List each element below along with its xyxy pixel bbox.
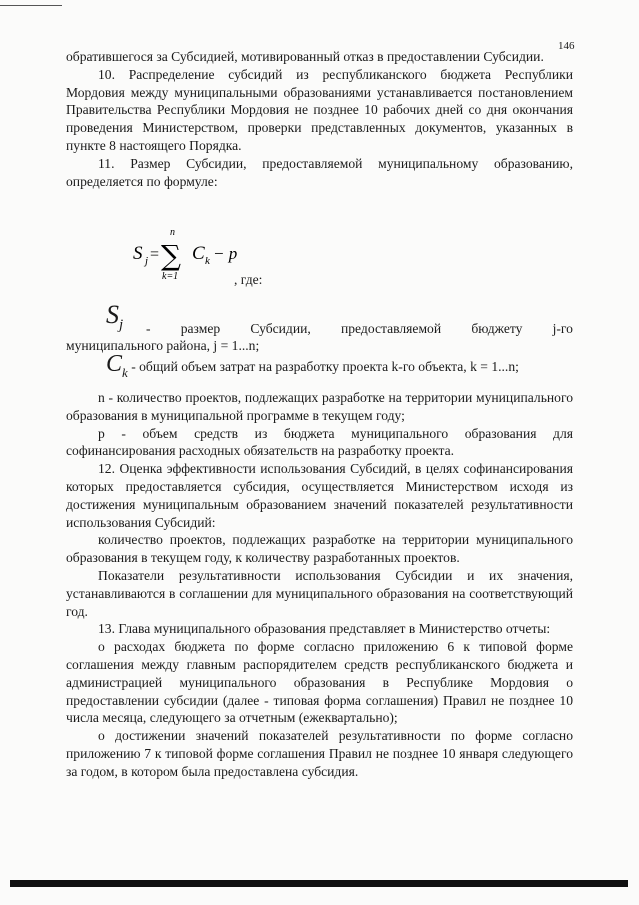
paragraph-12-indicators-values: Показатели результативности использования Субсидии и их значения, устанавливаются в соглашении для муниципального образования на соответствующий год. bbox=[66, 567, 573, 619]
formula-term: C bbox=[192, 243, 205, 264]
symbol-sj: $S_j$ bbox=[106, 300, 124, 334]
formula-equals: = bbox=[150, 246, 160, 263]
definition-sj bbox=[66, 300, 573, 356]
symbol-ck: $C_k$ bbox=[106, 351, 128, 380]
paragraph-continuation: обратившегося за Субсидией, мотивированный отказ в предоставлении Субсидии. bbox=[66, 49, 544, 64]
paragraph-13-expenses: о расходах бюджета по форме согласно приложению 6 к типовой форме соглашения между главным распорядителем средств республиканского бюджета и администрацией муниципального образования в Республике Мордовия о предоставлении субсидии (далее - типовая форма соглашения) Правил не позднее 10 числа месяца, следующего за отчетным (ежеквартально); bbox=[66, 639, 573, 726]
definition-sj-line1: - размер Субсидии, предоставляемой бюджету j-го bbox=[146, 321, 573, 336]
paragraph-12: 12. Оценка эффективности использования Субсидий, в целях софинансирования которых предоставляется субсидия, осуществляется Министерством исходя из достижения муниципальным образованием значений показателей результативности использования Субсидий: bbox=[66, 461, 573, 530]
formula-lhs: S bbox=[133, 243, 143, 264]
paragraph-13: 13. Глава муниципального образования представляет в Министерство отчеты: bbox=[98, 621, 551, 637]
definition-sj-line2: муниципального района, j = 1...n; bbox=[66, 338, 260, 353]
sum-upper-limit: n bbox=[170, 227, 175, 238]
paragraph-12-indicator: количество проектов, подлежащих разработке на территории муниципального образования в текущем году, к количеству разработанных проектов. bbox=[66, 532, 573, 566]
paragraph-11: 11. Размер Субсидии, предоставляемой муниципальному образованию, определяется по формуле: bbox=[66, 155, 573, 189]
formula-minus-p: − p bbox=[213, 244, 238, 263]
paragraph-13-results: о достижении значений показателей результативности по форме согласно приложению 7 к типовой форме соглашения Правил не позднее 10 января следующего за годом, в котором была предоставлена субсидия. bbox=[66, 728, 573, 779]
sum-lower-limit: k=1 bbox=[162, 271, 179, 282]
formula-lhs-sub: j bbox=[145, 255, 149, 267]
definition-p: p - объем средств из бюджета муниципального образования для софинансирования расходных обязательств на разработку проекта. bbox=[66, 425, 573, 459]
paragraph-10: 10. Распределение субсидий из республиканского бюджета Республики Мордовия между муниципальными образованиями устанавливается постановлением Правительства Республики Мордовия не позднее 10 рабочих дней со дня окончания проведения Министерством, проверки представленных документов, указанных в пункте 8 настоящего Порядка. bbox=[66, 66, 573, 153]
scan-top-rule bbox=[0, 5, 62, 6]
formula-where: , где: bbox=[234, 272, 263, 287]
definition-n: n - количество проектов, подлежащих разработке на территории муниципального образования в муниципальной программе в текущем году; bbox=[66, 390, 573, 423]
scan-bottom-bar bbox=[10, 880, 628, 887]
formula-term-sub: k bbox=[205, 255, 210, 267]
text-section-bottom bbox=[66, 389, 573, 781]
page-number: 146 bbox=[558, 40, 575, 52]
sum-sign: ∑ bbox=[161, 239, 181, 272]
text-section-top bbox=[66, 48, 573, 190]
definition-ck: $C_k$ - общий объем затрат на разработку проекта k-го объекта, k = 1...n; bbox=[106, 351, 519, 380]
